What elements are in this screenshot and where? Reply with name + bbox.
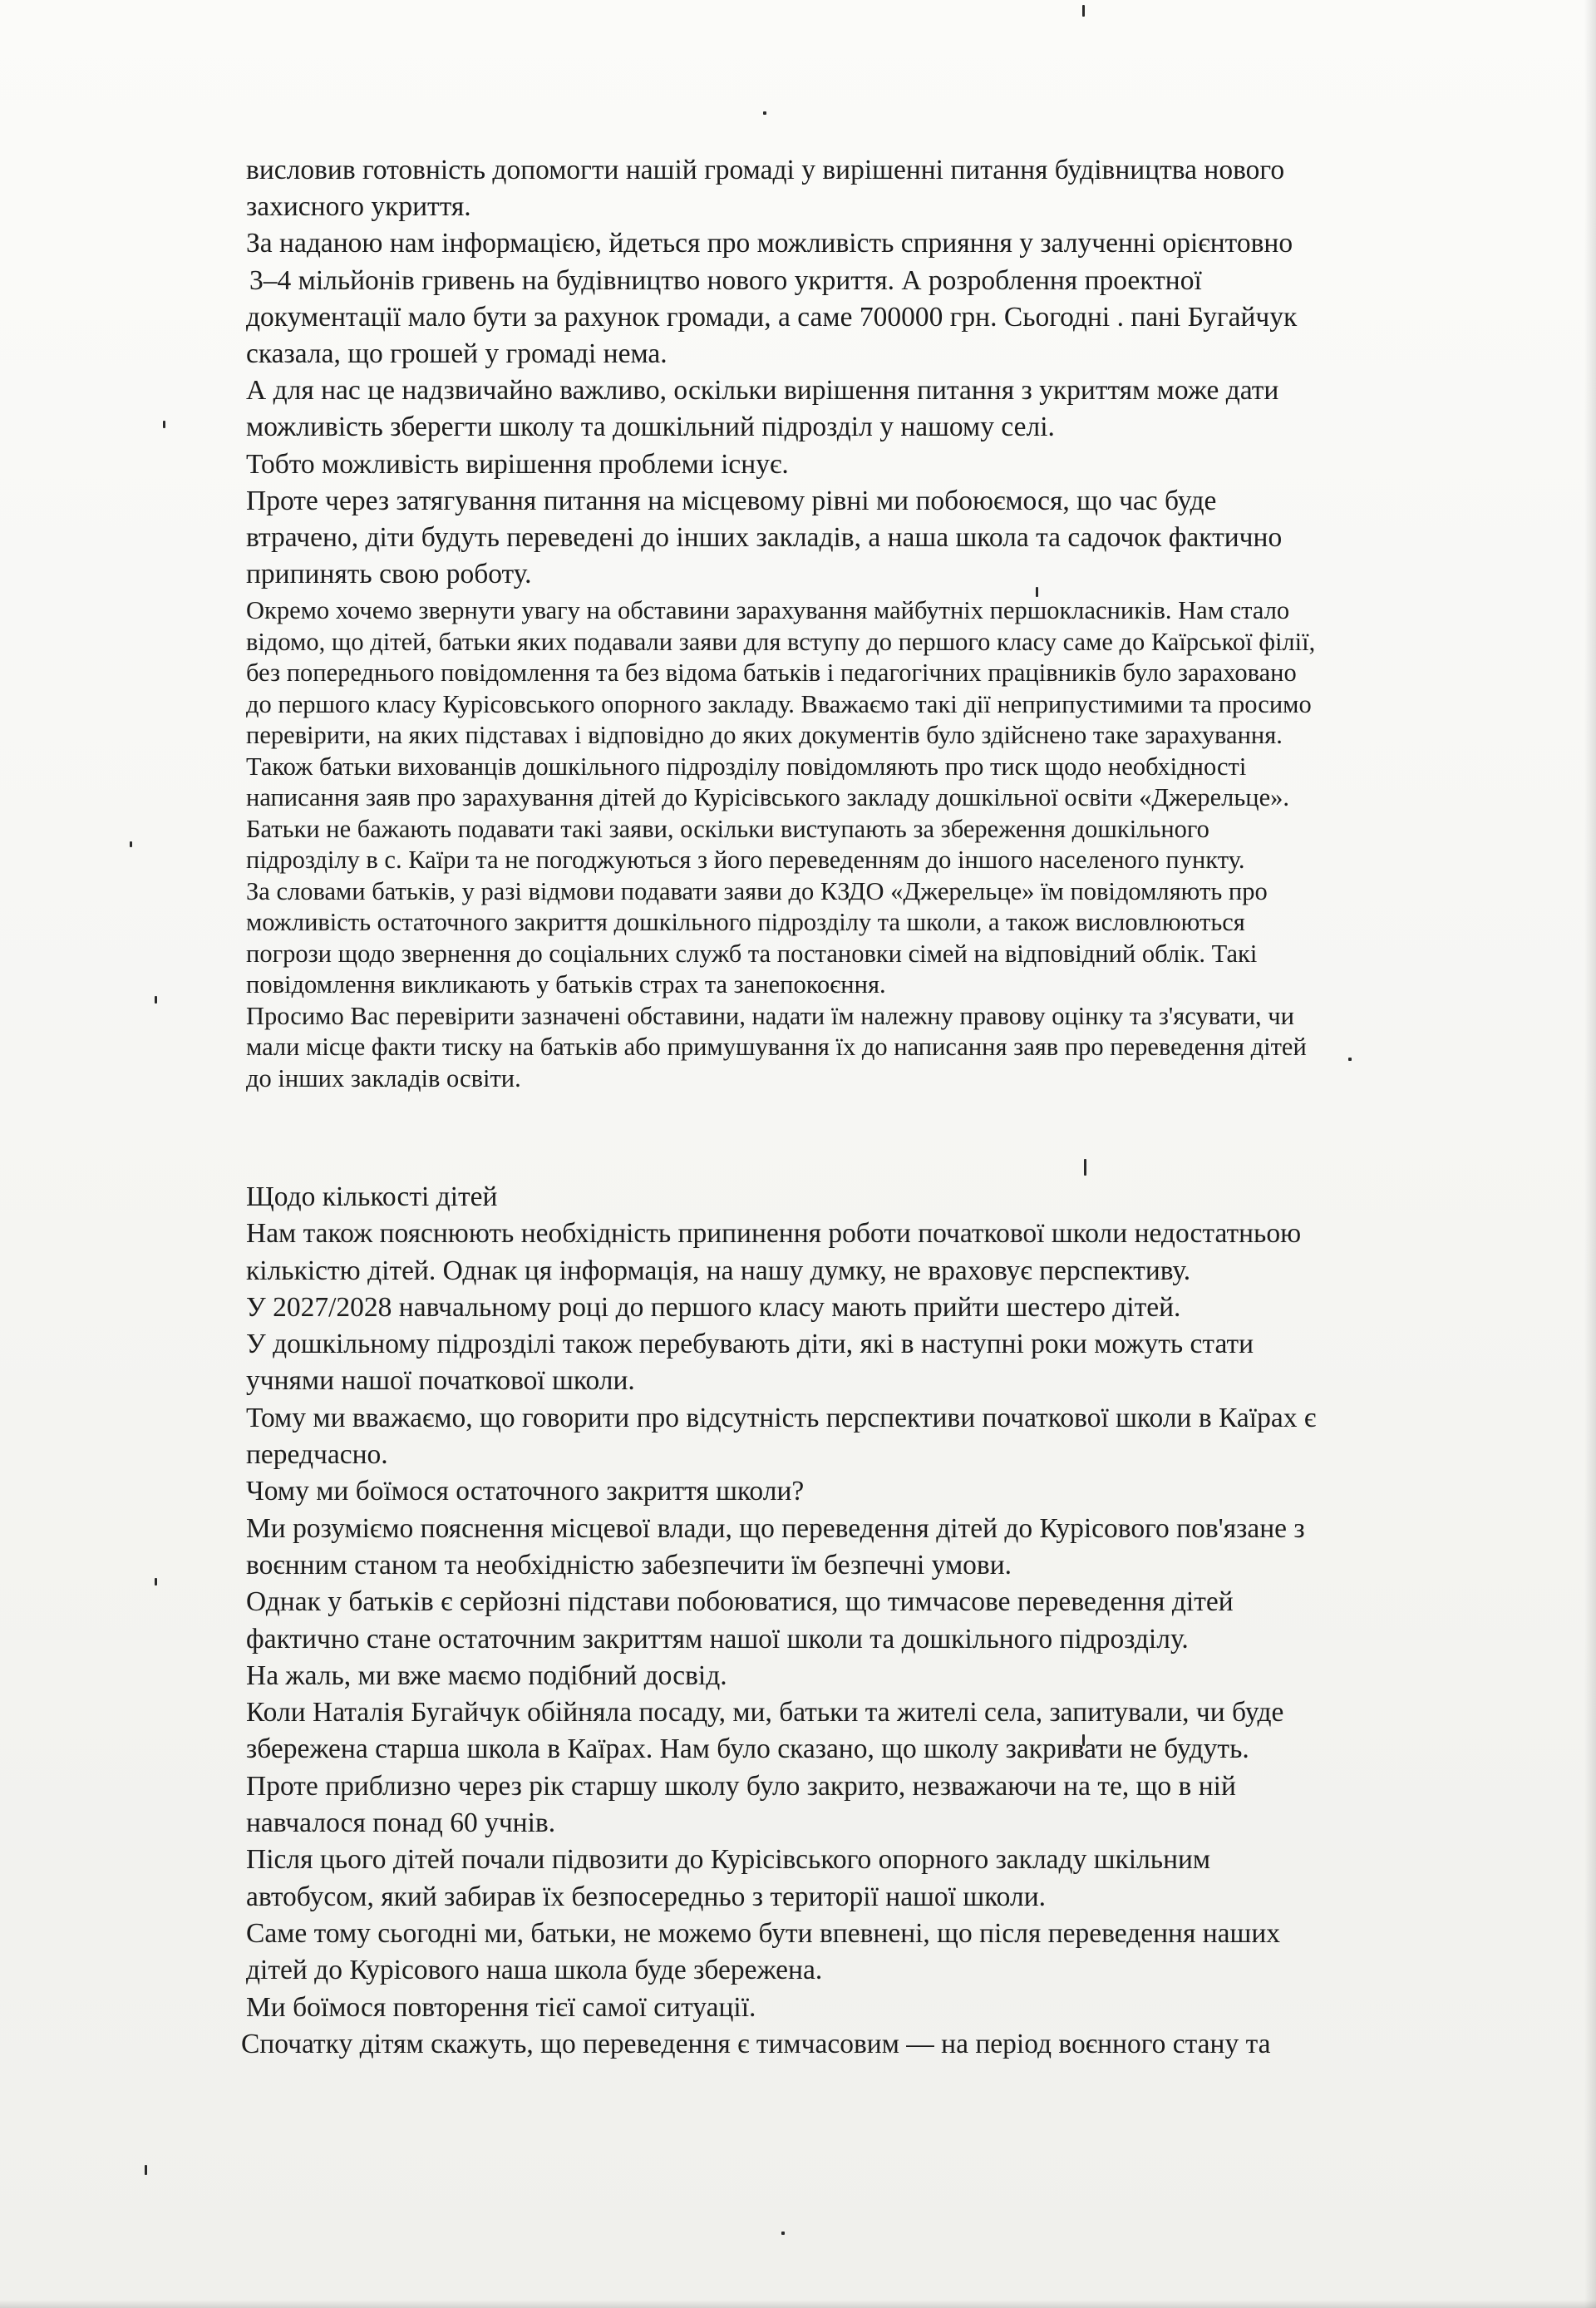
text-line: Коли Наталія Бугайчук обійняла посаду, ми, батьки та жителі села, запитували, чи буде — [246, 1697, 1284, 1729]
text-line: У 2027/2028 навчальному році до першого класу мають прийти шестеро дітей. — [246, 1291, 1181, 1323]
text-line: підрозділу в с. Каїри та не погоджуються з його переведенням до іншого населеного пункту. — [246, 846, 1245, 874]
text-line: Чому ми боїмося остаточного закриття школи? — [246, 1476, 805, 1507]
paragraph-section-1 — [246, 152, 1476, 593]
text-line: фактично стане остаточним закриттям нашої школи та дошкільного підрозділу. — [246, 1623, 1189, 1655]
text-line: Тобто можливість вирішення проблеми існує. — [246, 448, 789, 480]
text-line: За наданою нам інформацією, йдеться про можливість сприяння у залученні орієнтовно — [246, 228, 1293, 259]
text-line: без попереднього повідомлення та без відома батьків і педагогічних працівників було зараховано — [246, 658, 1297, 687]
page-edge-shadow — [1584, 0, 1596, 2308]
text-line: У дошкільному підрозділі також перебувають діти, які в наступні роки можуть стати — [246, 1329, 1254, 1360]
text-line: воєнним станом та необхідністю забезпечити їм безпечні умови. — [246, 1549, 1012, 1581]
text-line: На жаль, ми вже маємо подібний досвід. — [246, 1659, 727, 1691]
text-line: до першого класу Курісовського опорного закладу. Вважаємо такі дії неприпустимими та просимо — [246, 689, 1312, 718]
text-line: Ми боїмося повторення тієї самої ситуації. — [246, 1991, 756, 2023]
text-line: кількістю дітей. Однак ця інформація, на нашу думку, не враховує перспективу. — [246, 1255, 1191, 1286]
text-line: до інших закладів освіти. — [246, 1063, 521, 1092]
scan-mark — [155, 1578, 157, 1586]
text-line: втрачено, діти будуть переведені до інших закладів, а наша школа та садочок фактично — [246, 522, 1283, 554]
section-heading: Щодо кількості дітей — [246, 1181, 498, 1212]
text-line: Батьки не бажають подавати такі заяви, оскільки виступають за збереження дошкільного — [246, 814, 1209, 843]
page-bottom-edge — [0, 2300, 1596, 2308]
text-line: 3–4 мільйонів гривень на будівництво нового укриття. А розроблення проектної — [249, 264, 1202, 296]
paragraph-section-3 — [241, 1179, 1476, 2063]
text-line: Тому ми вважаємо, що говорити про відсутність перспективи початкової школи в Каїрах є — [246, 1402, 1317, 1433]
text-line: висловив готовність допомогти нашій громаді у вирішенні питання будівництва нового — [246, 155, 1285, 185]
text-line: Також батьки вихованців дошкільного підрозділу повідомляють про тиск щодо необхідності — [246, 752, 1247, 781]
text-line: можливість зберегти школу та дошкільний підрозділ у нашому селі. — [246, 412, 1055, 443]
text-line: А для нас це надзвичайно важливо, оскільки вирішення питання з укриттям може дати — [246, 375, 1279, 407]
scan-mark — [781, 2232, 785, 2235]
text-line: повідомлення викликають у батьків страх та занепокоєння. — [246, 970, 886, 999]
text-line: дітей до Курісового наша школа буде збережена. — [246, 1955, 823, 1986]
text-line: Проте через затягування питання на місцевому рівні ми побоюємося, що час буде — [246, 485, 1217, 516]
text-line: автобусом, який забирав їх безпосередньо з території нашої школи. — [246, 1881, 1047, 1912]
text-line: Проте приблизно через рік старшу школу було закрито, незважаючи на те, що в ній — [246, 1770, 1236, 1802]
text-line: учнями нашої початкової школи. — [246, 1365, 635, 1397]
text-line: можливість остаточного закриття дошкільного підрозділу та школи, а також висловлюються — [246, 908, 1245, 936]
scan-mark — [1084, 1159, 1086, 1176]
paragraph-section-2 — [246, 595, 1476, 1094]
scan-mark — [163, 421, 165, 428]
text-line: документації мало бути за рахунок громади, а саме 700000 грн. Сьогодні . пані Бугайчук — [246, 301, 1298, 333]
scan-mark — [130, 841, 132, 847]
text-line: припинять свою роботу. — [246, 559, 532, 590]
text-line: сказала, що грошей у громаді нема. — [246, 338, 667, 370]
scan-mark — [145, 2165, 147, 2175]
text-line: Окремо хочемо звернути увагу на обставини зарахування майбутніх першокласників. Нам стало — [246, 596, 1290, 624]
text-line: навчалося понад 60 учнів. — [246, 1807, 556, 1839]
scan-mark — [763, 111, 766, 115]
text-line: захисного укриття. — [246, 191, 471, 223]
text-line: мали місце факти тиску на батьків або примушування їх до написання заяв про переведення дітей — [246, 1033, 1307, 1061]
text-line: Спочатку дітям скажуть, що переведення є тимчасовим — на період воєнного стану та — [241, 2028, 1271, 2059]
text-line: За словами батьків, у разі відмови подавати заяви до КЗДО «Джерельце» їм повідомляють про — [246, 876, 1268, 905]
text-line: написання заяв про зарахування дітей до Курісівського закладу дошкільної освіти «Джерельце». — [246, 783, 1290, 811]
text-line: Просимо Вас перевірити зазначені обставини, надати їм належну правову оцінку та з'ясувати, чи — [246, 1001, 1294, 1030]
text-line: перевірити, на яких підставах і відповідно до яких документів було здійснено таке зарахування. — [246, 721, 1283, 749]
text-line: Однак у батьків є серйозні підстави побоюватися, що тимчасове переведення дітей — [246, 1586, 1234, 1618]
text-line: Після цього дітей почали підвозити до Курісівського опорного закладу шкільним — [246, 1844, 1211, 1876]
scan-mark — [1082, 5, 1085, 17]
text-line: передчасно. — [246, 1439, 388, 1471]
scan-mark — [155, 996, 157, 1004]
text-line: погрози щодо звернення до соціальних служб та постановки сімей на відповідний облік. Такі — [246, 939, 1258, 968]
text-line: збережена старша школа в Каїрах. Нам було сказано, що школу закривати не будуть. — [246, 1733, 1249, 1765]
text-line: Ми розуміємо пояснення місцевої влади, що переведення дітей до Курісового пов'язане з — [246, 1512, 1305, 1544]
text-line: відомо, що дітей, батьки яких подавали заяви для вступу до першого класу саме до Каїрської філії, — [246, 627, 1316, 656]
text-line: Саме тому сьогодні ми, батьки, не можемо бути впевнені, що після переведення наших — [246, 1917, 1280, 1949]
text-line: Нам також пояснюють необхідність припинення роботи початкової школи недостатньою — [246, 1218, 1302, 1250]
